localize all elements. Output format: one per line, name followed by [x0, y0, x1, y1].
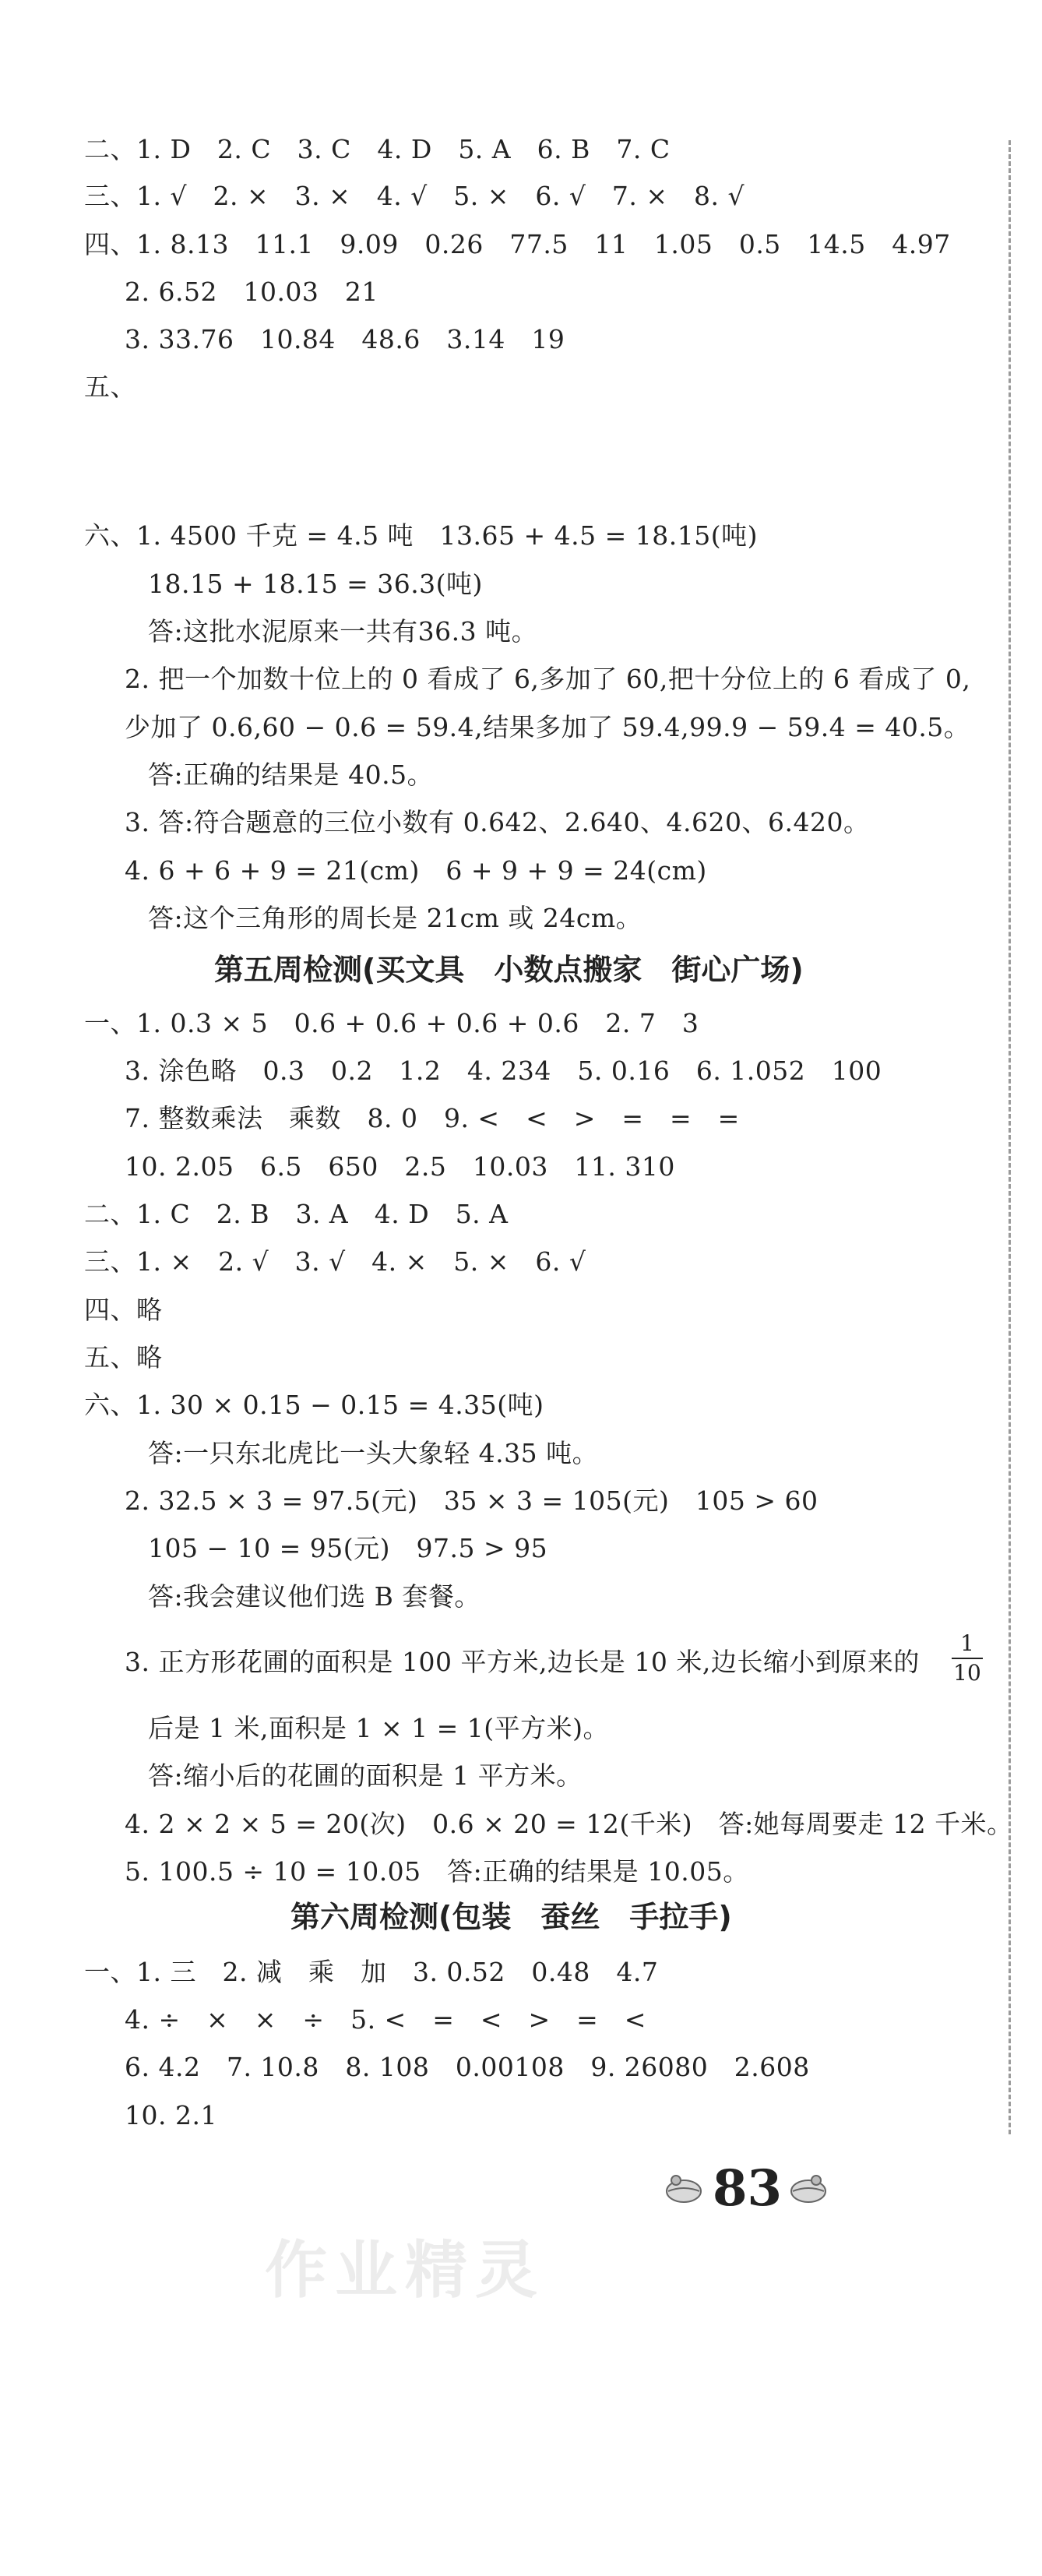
- fraction-denominator: 10: [953, 1660, 981, 1686]
- answer-line: 3. 答:符合题意的三位小数有 0.642、2.640、4.620、6.420。: [125, 807, 870, 837]
- leaf-decoration-icon: [662, 2168, 706, 2211]
- answer-line: 二、1. D 2. C 3. C 4. D 5. A 6. B 7. C: [84, 134, 671, 164]
- fraction-numerator: 1: [960, 1630, 974, 1656]
- answer-line: 答:我会建议他们选 B 套餐。: [148, 1581, 481, 1612]
- answer-line: 一、1. 三 2. 减 乘 加 3. 0.52 0.48 4.7: [84, 1957, 659, 1987]
- answer-line: 6. 4.2 7. 10.8 8. 108 0.00108 9. 26080 2.608: [125, 2052, 810, 2082]
- answer-line: 答:一只东北虎比一头大象轻 4.35 吨。: [148, 1438, 599, 1468]
- answer-line: 3. 涂色略 0.3 0.2 1.2 4. 234 5. 0.16 6. 1.052 100: [125, 1055, 882, 1086]
- answer-line: 18.15 + 18.15 = 36.3(吨): [148, 569, 483, 599]
- fraction-bar: [952, 1658, 983, 1659]
- answer-line: 2. 6.52 10.03 21: [125, 277, 378, 307]
- answer-line: 后是 1 米,面积是 1 × 1 = 1(平方米)。: [148, 1713, 609, 1743]
- answer-line: 少加了 0.6,60 − 0.6 = 59.4,结果多加了 59.4,99.9 − 59.4 = 40.5。: [125, 712, 970, 742]
- answer-line: 五、: [84, 372, 136, 402]
- answer-line: 四、略: [84, 1295, 163, 1325]
- answer-line: 三、1. √ 2. × 3. × 4. √ 5. × 6. √ 7. × 8. √: [84, 181, 745, 211]
- answer-line: 一、1. 0.3 × 5 0.6 + 0.6 + 0.6 + 0.6 2. 7 3: [84, 1008, 699, 1038]
- answer-line: 答:这个三角形的周长是 21cm 或 24cm。: [148, 903, 642, 933]
- answer-line: 10. 2.05 6.5 650 2.5 10.03 11. 310: [125, 1151, 675, 1182]
- watermark: 作业精灵: [265, 2234, 545, 2306]
- answer-line: 二、1. C 2. B 3. A 4. D 5. A: [84, 1199, 509, 1229]
- answer-line: 四、1. 8.13 11.1 9.09 0.26 77.5 11 1.05 0.5 14.5 4.97: [84, 229, 951, 259]
- section-heading: 第五周检测(买文具 小数点搬家 街心广场): [214, 953, 804, 987]
- answer-line: 答:正确的结果是 40.5。: [148, 759, 434, 790]
- answer-line: 3. 33.76 10.84 48.6 3.14 19: [125, 324, 565, 354]
- answer-line: 5. 100.5 ÷ 10 = 10.05 答:正确的结果是 10.05。: [125, 1856, 749, 1887]
- answer-line: 答:缩小后的花圃的面积是 1 平方米。: [148, 1760, 583, 1791]
- answer-line: 10. 2.1: [125, 2100, 217, 2130]
- answer-line: 4. 2 × 2 × 5 = 20(次) 0.6 × 20 = 12(千米) 答:她每周要走 12 千米。: [125, 1809, 1013, 1839]
- answer-line: 2. 把一个加数十位上的 0 看成了 6,多加了 60,把十分位上的 6 看成了 0,: [125, 664, 971, 694]
- answer-line: 2. 32.5 × 3 = 97.5(元) 35 × 3 = 105(元) 105 > 60: [125, 1485, 818, 1516]
- answer-line: 3. 正方形花圃的面积是 100 平方米,边长是 10 米,边长缩小到原来的: [125, 1647, 920, 1677]
- answer-line: 六、1. 30 × 0.15 − 0.15 = 4.35(吨): [84, 1390, 544, 1420]
- answer-line: 7. 整数乘法 乘数 8. 0 9. < < > = = =: [125, 1103, 740, 1133]
- page-number: 83: [713, 2159, 783, 2218]
- answer-line: 五、略: [84, 1342, 163, 1373]
- answer-line: 答:这批水泥原来一共有36.3 吨。: [148, 616, 538, 647]
- answer-line: 三、1. × 2. √ 3. √ 4. × 5. × 6. √: [84, 1246, 586, 1277]
- section-heading: 第六周检测(包装 蚕丝 手拉手): [290, 1900, 732, 1934]
- answer-line: 4. ÷ × × ÷ 5. < = < > = <: [125, 2004, 646, 2035]
- answer-line: 105 − 10 = 95(元) 97.5 > 95: [148, 1533, 548, 1563]
- answer-line: 4. 6 + 6 + 9 = 21(cm) 6 + 9 + 9 = 24(cm): [125, 855, 707, 886]
- answer-line: 六、1. 4500 千克 = 4.5 吨 13.65 + 4.5 = 18.15(吨): [84, 520, 758, 551]
- leaf-decoration-icon: [787, 2168, 830, 2211]
